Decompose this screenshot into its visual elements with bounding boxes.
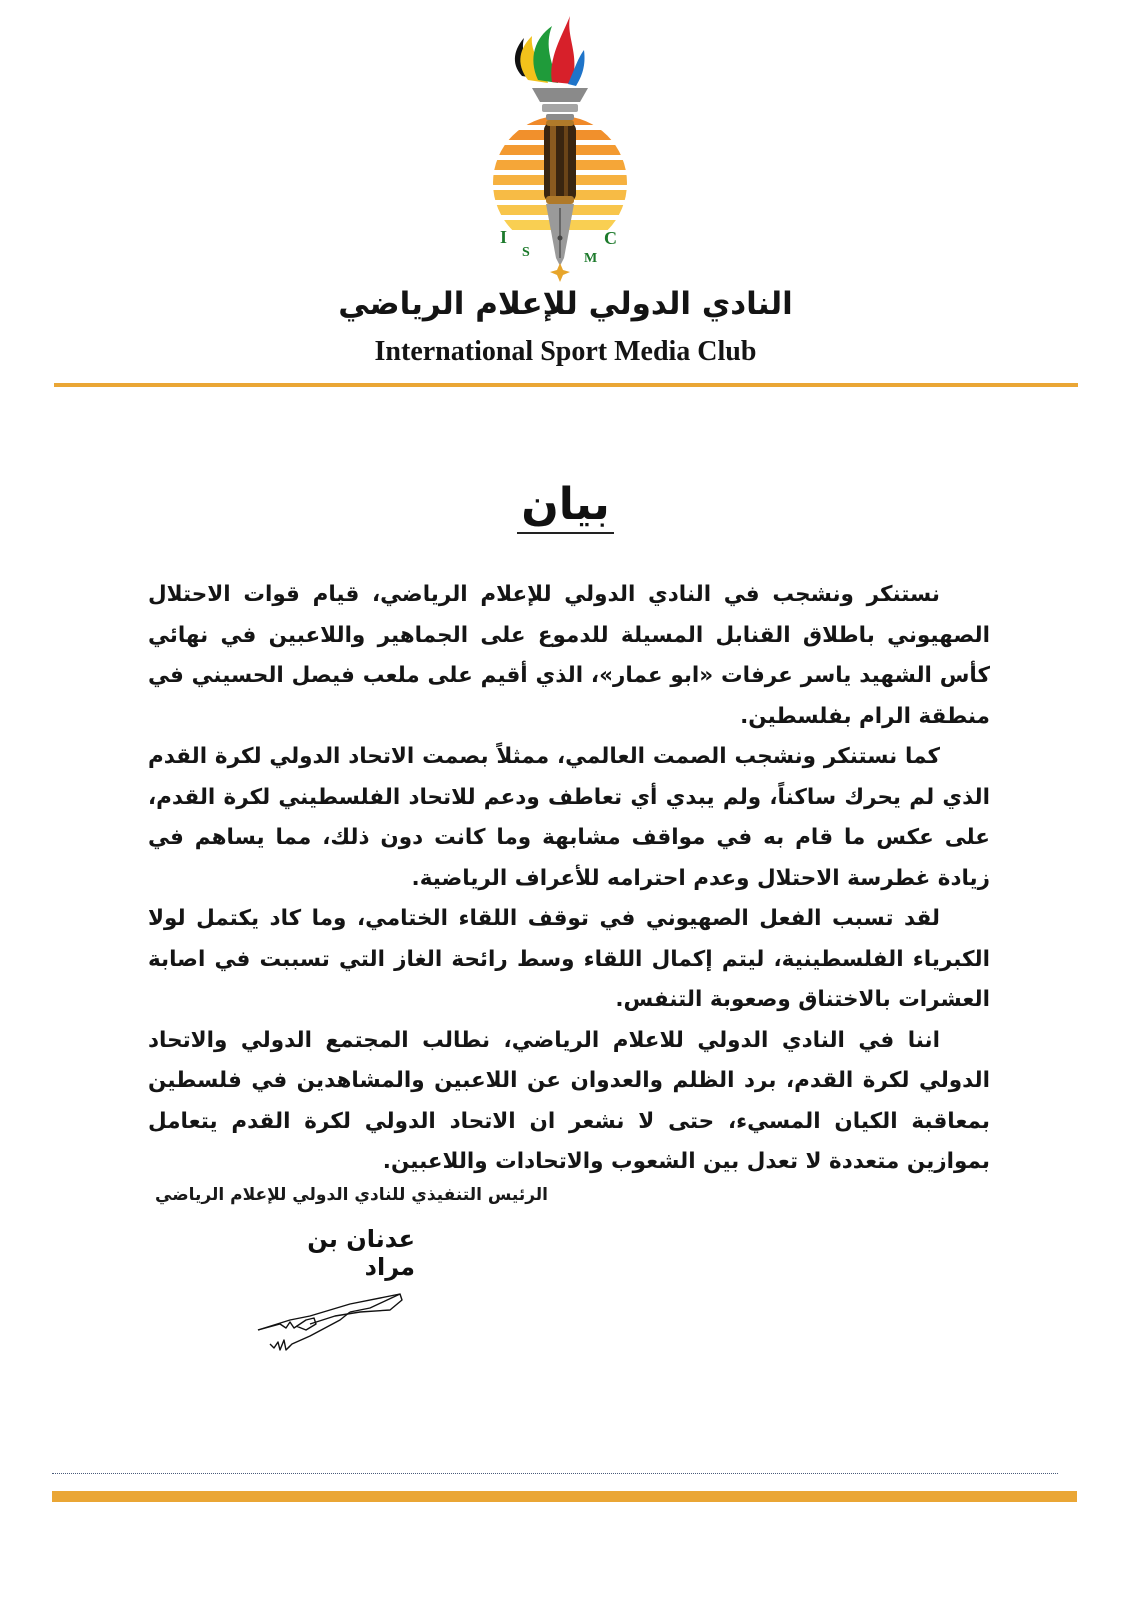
torch-pen-logo-icon <box>480 8 640 283</box>
signatory-title: الرئيس التنفيذي للنادي الدولي للإعلام الرياضي <box>155 1185 548 1205</box>
svg-text:M: M <box>584 251 598 266</box>
svg-text:I: I <box>500 227 508 247</box>
statement-heading <box>0 478 1131 534</box>
paragraph: لقد تسبب الفعل الصهيوني في توقف اللقاء الختامي، وما كاد يكتمل لولا الكبرياء الفلسطينية، ليتم إكمال اللقاء وسط رائحة الغاز التي تسببت في اصابة العشرات بالاختناق وصعوبة التنفس. <box>148 906 990 1012</box>
svg-text:S: S <box>522 245 530 260</box>
paragraph: كما نستنكر ونشجب الصمت العالمي، ممثلاً بصمت الاتحاد الدولي لكرة القدم الذي لم يحرك ساكناً، ولم يبدي أي تعاطف ودعم للاتحاد الفلسطيني لكرة القدم، على عكس ما قام به في مواقف مشابهة وما كانت دون ذلك، مما يساهم في زيادة غطرسة الاحتلال وعدم احترامه للأعراف الرياضية. <box>148 744 990 891</box>
signatory-name: عدنان بن مراد <box>307 1225 415 1281</box>
handwritten-signature-icon <box>250 1290 415 1365</box>
svg-text:C: C <box>604 228 617 248</box>
header-divider <box>54 383 1078 387</box>
footer-bar <box>52 1491 1077 1502</box>
footer-dotted-divider <box>52 1473 1058 1474</box>
paragraph: اننا في النادي الدولي للاعلام الرياضي، نطالب المجتمع الدولي والاتحاد الدولي لكرة القدم، برد الظلم والعدوان عن اللاعبين والمشاهدين في فلسطين بمعاقبة الكيان المسيء، حتى لا نشعر ان الاتحاد الدولي لكرة القدم يتعامل بموازين متعددة لا تعدل بين الشعوب والاتحادات واللاعبين. <box>148 1027 990 1174</box>
paragraph: نستنكر ونشجب في النادي الدولي للإعلام الرياضي، قيام قوات الاحتلال الصهيوني باطلاق القنابل المسيلة للدموع على الجماهير واللاعبين في نهائي كأس الشهيد ياسر عرفات «ابو عمار»، الذي أقيم على ملعب فيصل الحسيني في منطقة الرام بفلسطين. <box>148 582 990 729</box>
statement-heading-text: بيان <box>517 478 614 534</box>
statement-body <box>148 575 990 1183</box>
club-name-english: International Sport Media Club <box>374 336 757 367</box>
club-name-arabic: النادي الدولي للإعلام الرياضي <box>338 286 793 322</box>
club-logo <box>480 8 640 283</box>
